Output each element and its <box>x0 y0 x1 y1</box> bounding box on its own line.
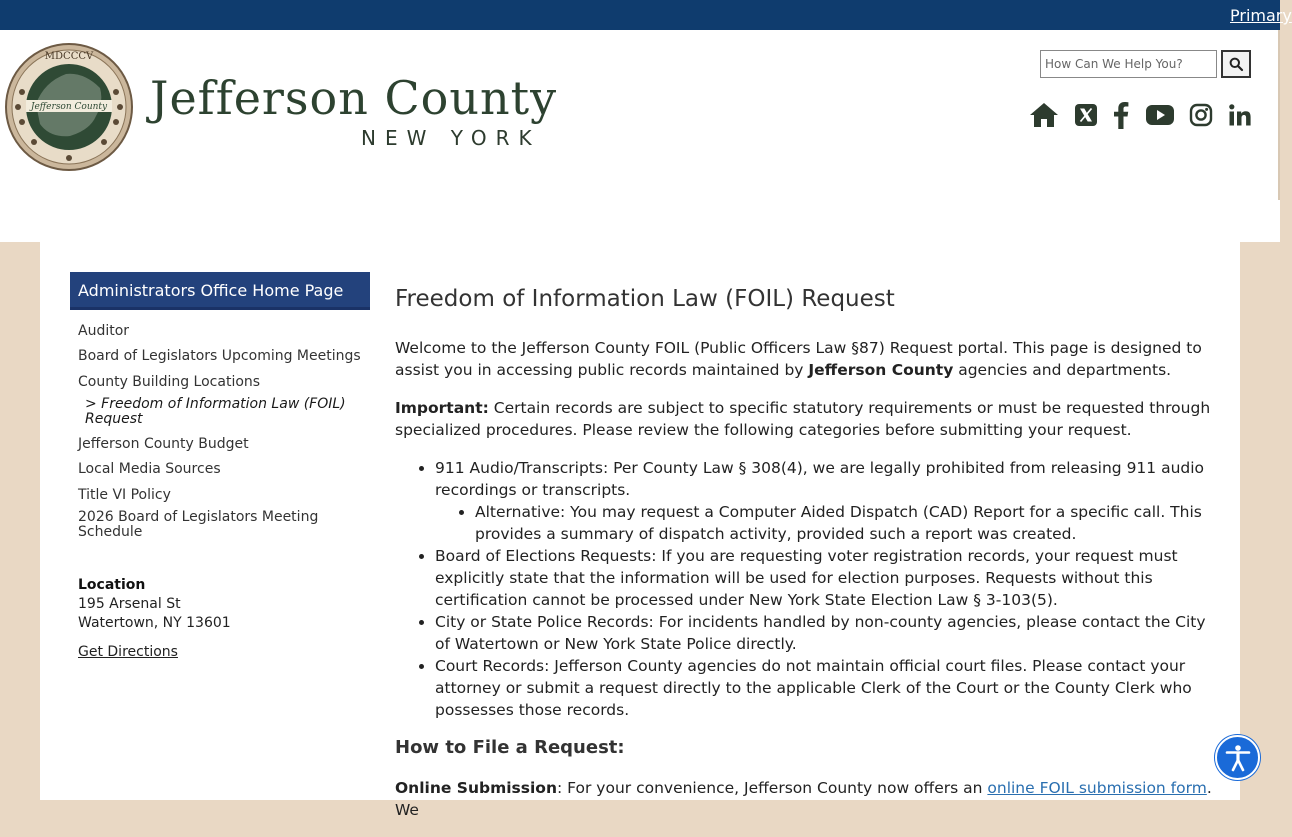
linkedin-link[interactable] <box>1226 100 1254 130</box>
sidebar-heading-link[interactable]: Administrators Office Home Page <box>70 272 370 310</box>
site-title[interactable]: Jefferson County <box>150 71 558 125</box>
how-to-file-heading: How to File a Request: <box>395 737 625 758</box>
facebook-link[interactable] <box>1110 100 1132 130</box>
site-subtitle: NEW YORK <box>361 126 541 150</box>
primary-nav-link[interactable]: Primary <box>1230 6 1292 25</box>
search-icon <box>1229 57 1243 71</box>
list-item-911: • 911 Audio/Transcripts: Per County Law § 308(4), we are legally prohibited from releasing 911 audio recordings or transcripts. • Alternative: You may request a Computer Aided Dispatch (CAD) Report for a specific call. This provides a summary of dispatch activity, provided such a report was created. <box>435 457 1215 545</box>
sidebar-item-auditor[interactable]: Auditor <box>78 323 130 339</box>
page-title: Freedom of Information Law (FOIL) Request <box>395 286 895 312</box>
sidebar-item-title-vi[interactable]: Title VI Policy <box>78 487 171 503</box>
sidebar-item-meeting-schedule[interactable]: 2026 Board of Legislators Meeting Schedule <box>78 509 319 540</box>
main-article <box>395 285 1215 837</box>
header-edge-divider <box>1278 30 1280 200</box>
instagram-link[interactable] <box>1187 100 1215 130</box>
important-label: Important: <box>395 399 489 417</box>
svg-text:Jefferson County: Jefferson County <box>30 102 108 112</box>
x-twitter-link[interactable] <box>1072 100 1100 130</box>
online-foil-form-link[interactable]: online FOIL submission form <box>987 779 1207 797</box>
sidebar-item-media-sources[interactable]: Local Media Sources <box>78 461 221 477</box>
search-input[interactable] <box>1040 50 1217 78</box>
sidebar-item-building-locations[interactable]: County Building Locations <box>78 374 261 390</box>
facebook-icon <box>1113 101 1129 129</box>
top-utility-bar <box>0 0 1292 30</box>
records-category-list <box>435 457 1215 721</box>
online-submission-paragraph: Online Submission: For your convenience, Jefferson County now offers an online FOIL submission form. We <box>395 779 1212 819</box>
x-twitter-icon <box>1074 103 1098 127</box>
sidebar-item-budget[interactable]: Jefferson County Budget <box>78 436 249 452</box>
sidebar-item-upcoming-meetings[interactable]: Board of Legislators Upcoming Meetings <box>78 348 361 364</box>
location-street: 195 Arsenal St <box>78 596 181 612</box>
get-directions-link[interactable]: Get Directions <box>78 644 178 660</box>
search-button[interactable] <box>1221 50 1251 78</box>
list-item-police-records: • City or State Police Records: For incidents handled by non-county agencies, please contact the City of Watertown or New York State Police directly. <box>435 611 1215 655</box>
home-link[interactable] <box>1028 100 1060 130</box>
list-item-elections: • Board of Elections Requests: If you are requesting voter registration records, your request must explicitly state that the information will be used for election purposes. Requests without this certification cannot be processed under New York State Election Law § 3-103(5). <box>435 545 1215 611</box>
location-heading: Location <box>78 577 146 593</box>
location-city: Watertown, NY 13601 <box>78 615 231 631</box>
county-seal-logo[interactable] <box>4 42 134 172</box>
sub-list <box>475 501 1215 545</box>
home-icon <box>1029 102 1059 128</box>
important-paragraph: Important: Certain records are subject to specific statutory requirements or must be requested through specialized procedures. Please review the following categories before submitting your request. <box>395 399 1211 439</box>
instagram-icon <box>1189 103 1213 127</box>
intro-county-name: Jefferson County <box>808 361 954 379</box>
accessibility-button[interactable] <box>1215 735 1260 780</box>
accessibility-icon <box>1223 743 1253 773</box>
youtube-link[interactable] <box>1143 100 1177 130</box>
svg-text:MDCCCV: MDCCCV <box>44 51 94 62</box>
linkedin-icon <box>1228 103 1252 127</box>
youtube-icon <box>1145 104 1175 126</box>
list-item-cad-alternative: • Alternative: You may request a Computer Aided Dispatch (CAD) Report for a specific call. This provides a summary of dispatch activity, provided such a report was created. <box>475 501 1215 545</box>
list-item-court-records: • Court Records: Jefferson County agencies do not maintain official court files. Please contact your attorney or submit a request directly to the applicable Clerk of the Court or the County Clerk who possesses those records. <box>435 655 1215 721</box>
intro-paragraph: Welcome to the Jefferson County FOIL (Public Officers Law §87) Request portal. This page is designed to assist you in accessing public records maintained by Jefferson County agencies and departments. <box>395 339 1202 379</box>
sidebar-item-foil-active[interactable]: > Freedom of Information Law (FOIL) Request <box>85 396 346 427</box>
